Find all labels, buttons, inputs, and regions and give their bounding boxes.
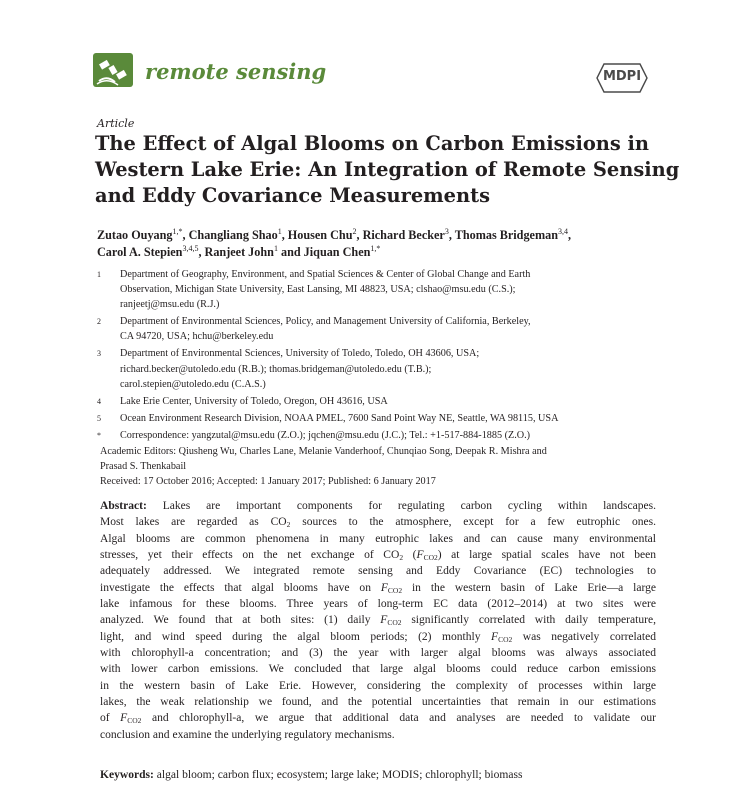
abstract-line: investigate the effects that algal blooms have on $F_{CO2}$ in the western basin of Lake Erie—a large xyxy=(100,581,656,595)
author-name[interactable]: , Changliang Shao xyxy=(182,228,278,242)
publication-dates: Received: 17 October 2016; Accepted: 1 January 2017; Published: 6 January 2017 xyxy=(100,476,436,488)
author-list xyxy=(97,227,657,261)
abstract-line: Most lakes are regarded as $CO_2$ sources to the atmosphere, except for a few eutrophic ones. xyxy=(100,516,656,530)
author-affiliation-marker: 3,4,5 xyxy=(182,244,199,253)
title-line: The Effect of Algal Blooms on Carbon Emissions in xyxy=(95,132,650,155)
author-affiliation-marker: 3,4 xyxy=(557,227,568,236)
affiliation-item xyxy=(97,314,657,344)
author-affiliation-marker: 1,* xyxy=(370,244,381,253)
author-affiliation-marker: 3 xyxy=(444,227,449,236)
author-affiliation-marker: 1 xyxy=(277,227,282,236)
author-name[interactable]: , Ranjeet John xyxy=(198,245,274,259)
author-name[interactable]: , Richard Becker xyxy=(356,228,445,242)
abstract xyxy=(100,498,656,743)
title-line: and Eddy Covariance Measurements xyxy=(95,184,490,207)
keywords xyxy=(100,769,656,781)
affiliation-number: 4 xyxy=(97,396,101,406)
abstract-line: light, and wind speed during the algal bloom periods; (2) monthly $F_{CO2}$ was negatively correlated xyxy=(100,630,656,644)
affiliation-text: Department of Geography, Environment, and Spatial Sciences & Center of Global Change and Earth xyxy=(120,269,531,280)
author-name[interactable]: , Thomas Bridgeman xyxy=(448,228,558,242)
author-name[interactable]: , Housen Chu xyxy=(281,228,353,242)
affiliation-text: richard.becker@utoledo.edu (R.B.); thomas.bridgeman@utoledo.edu (T.B.); xyxy=(120,363,432,375)
journal-name: remote sensing xyxy=(145,59,327,84)
abstract-line: stresses, yet their effects on the net exchange of $CO_2$ $(F_{CO2})$ at large spatial scales have not been xyxy=(100,549,656,563)
affiliation-text: Observation, Michigan State University, East Lansing, MI 48823, USA; clshao@msu.edu (C.S.); xyxy=(120,284,516,296)
abstract-line: analyzed. We found that at both sites: (1) daily $F_{CO2}$ significantly correlated with daily temperature, xyxy=(100,614,656,628)
affiliation-number: 5 xyxy=(97,413,101,423)
publisher-name: MDPI xyxy=(602,69,642,84)
publisher-logo xyxy=(596,63,648,93)
abstract-line: with lower carbon emissions. We concluded that large algal blooms could reduce carbon emissions xyxy=(100,663,656,676)
affiliation-item xyxy=(97,267,657,312)
abstract-line: with chlorophyll-a concentration; and (3) the year with larger algal blooms was always associated xyxy=(100,647,656,660)
affiliations xyxy=(97,267,657,443)
affiliation-item xyxy=(97,411,657,426)
affiliation-number: 1 xyxy=(97,270,101,279)
affiliation-text: carol.stepien@utoledo.edu (C.A.S.) xyxy=(120,378,266,390)
editorial-info xyxy=(100,444,660,490)
affiliation-text: CA 94720, USA; hchu@berkeley.edu xyxy=(120,331,274,343)
affiliation-text: ranjeetj@msu.edu (R.J.) xyxy=(120,299,220,311)
abstract-line: conclusion and examine the underlying regulatory mechanisms. xyxy=(100,728,395,741)
affiliation-number: 3 xyxy=(97,349,101,359)
article-type: Article xyxy=(97,117,135,130)
affiliation-text: Department of Environmental Sciences, Policy, and Management University of California, Berkeley, xyxy=(120,316,531,328)
abstract-line: Algal blooms are common phenomena in many eutrophic lakes and can cause many environmental xyxy=(100,532,656,545)
affiliation-text: Lake Erie Center, University of Toledo, Oregon, OH 43616, USA xyxy=(120,395,388,407)
affiliation-text: Ocean Environment Research Division, NOAA PMEL, 7600 Sand Point Way NE, Seattle, WA 98115, USA xyxy=(120,412,559,424)
abstract-line: of $F_{CO2}$ and chlorophyll-a, we argue that additional data and analyses are needed to validate our xyxy=(100,712,656,726)
academic-editors: Academic Editors: Qiusheng Wu, Charles Lane, Melanie Vanderhoof, Chunqiao Song, Deepak R. Mishra and xyxy=(100,446,547,457)
affiliation-text: Department of Environmental Sciences, University of Toledo, Toledo, OH 43606, USA; xyxy=(120,348,480,360)
affiliation-item xyxy=(97,346,657,391)
paper-title xyxy=(95,131,680,209)
author-affiliation-marker: 1 xyxy=(273,244,278,253)
satellite-logo-icon xyxy=(93,53,133,87)
abstract-label: Abstract: xyxy=(100,500,147,512)
affiliation-item xyxy=(97,428,657,443)
author-affiliation-marker: 1,* xyxy=(172,227,183,236)
author-name[interactable]: Carol A. Stepien xyxy=(97,245,183,259)
keywords-text: algal bloom; carbon flux; ecosystem; large lake; MODIS; chlorophyll; biomass xyxy=(153,769,523,781)
abstract-line: lakes, the weak relationship we found, and the potential uncertainties that remain in our estimations xyxy=(100,696,656,709)
author-affiliation-marker: 2 xyxy=(352,227,357,236)
affiliation-item xyxy=(97,394,657,409)
affiliation-text: Correspondence: yangzutal@msu.edu (Z.O.); jqchen@msu.edu (J.C.); Tel.: +1-517-884-1885 (Z.O.) xyxy=(120,429,531,441)
keywords-label: Keywords: xyxy=(100,769,154,781)
affiliation-number: * xyxy=(97,430,101,440)
abstract-line: in the western basin of Lake Erie. However, considering the complexity of processes within large xyxy=(100,679,656,692)
author-separator: , xyxy=(567,228,572,242)
author-name[interactable]: Zutao Ouyang xyxy=(97,228,173,242)
affiliation-number: 2 xyxy=(97,317,101,327)
author-name[interactable]: and Jiquan Chen xyxy=(277,245,371,259)
abstract-line: lake infamous for these blooms. Three years of long-term EC data (2012–2014) at two sites were xyxy=(100,598,656,611)
title-line: Western Lake Erie: An Integration of Remote Sensing xyxy=(95,158,680,181)
abstract-line: Abstract: Lakes are important components for regulating carbon cycling within landscapes. xyxy=(100,500,656,512)
academic-editors: Prasad S. Thenkabail xyxy=(100,461,187,473)
abstract-line: adequately addressed. We integrated remote sensing and Eddy Covariance (EC) technologies to xyxy=(100,565,656,578)
